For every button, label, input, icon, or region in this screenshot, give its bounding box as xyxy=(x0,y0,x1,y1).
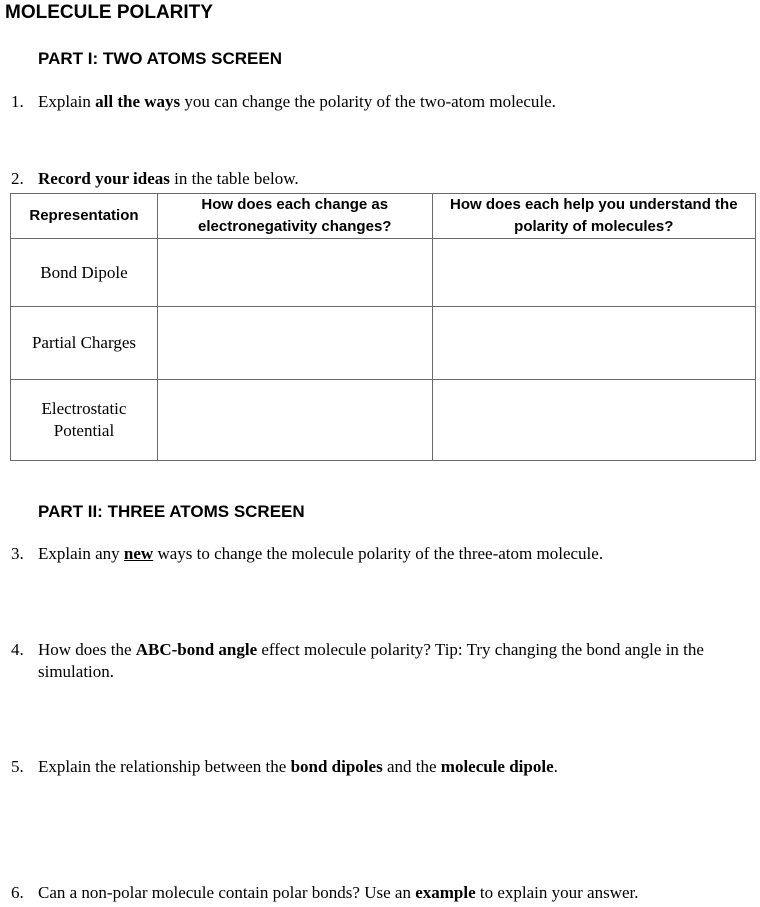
header-electronegativity: How does each change as electronegativity changes? xyxy=(157,194,432,239)
row-label: Bond Dipole xyxy=(11,239,158,307)
question-text: you can change the polarity of the two-atom molecule. xyxy=(180,92,556,111)
table-row xyxy=(11,380,756,461)
question-number: 1. xyxy=(11,92,24,111)
question-text: . xyxy=(553,757,558,776)
question-text: and the xyxy=(382,757,441,776)
question-text: Can a non-polar molecule contain polar bonds? Use an xyxy=(38,883,416,902)
question-text: Explain the relationship between the xyxy=(38,757,291,776)
header-polarity-understanding: How does each help you understand the polarity of molecules? xyxy=(432,194,755,239)
row-label: Electrostatic Potential xyxy=(11,380,158,461)
question-text: How does the xyxy=(38,640,136,659)
question-number: 5. xyxy=(11,757,24,776)
row-label: Partial Charges xyxy=(11,307,158,380)
question-text: ways to change the molecule polarity of the three-atom molecule. xyxy=(153,544,604,563)
question-text: in the table below. xyxy=(169,169,299,188)
question-number: 4. xyxy=(11,640,24,659)
question-5 xyxy=(11,756,746,778)
answer-cell[interactable] xyxy=(432,380,755,461)
question-text: Explain any xyxy=(38,544,124,563)
question-number: 6. xyxy=(11,883,24,902)
question-text: Explain xyxy=(38,92,96,111)
question-2 xyxy=(11,168,746,190)
table-row xyxy=(11,239,756,307)
answer-cell[interactable] xyxy=(432,239,755,307)
answer-cell[interactable] xyxy=(157,380,432,461)
header-representation: Representation xyxy=(11,194,158,239)
question-number: 3. xyxy=(11,544,24,563)
answer-cell[interactable] xyxy=(157,307,432,380)
part-two-heading: PART II: THREE ATOMS SCREEN xyxy=(38,502,305,521)
question-text: effect molecule polarity? Tip: Try changing the bond angle in the simulation. xyxy=(38,640,704,681)
ideas-table xyxy=(10,193,756,461)
question-emphasis: example xyxy=(415,883,476,902)
question-emphasis: molecule dipole xyxy=(440,757,554,776)
question-6 xyxy=(11,882,746,904)
document-title: MOLECULE POLARITY xyxy=(5,2,213,23)
answer-cell[interactable] xyxy=(432,307,755,380)
question-emphasis: all the ways xyxy=(95,92,181,111)
table-row xyxy=(11,307,756,380)
question-emphasis: new xyxy=(123,544,154,563)
question-text: to explain your answer. xyxy=(475,883,639,902)
question-emphasis: bond dipoles xyxy=(290,757,383,776)
question-emphasis: ABC-bond angle xyxy=(135,640,258,659)
question-1 xyxy=(11,91,746,113)
question-4 xyxy=(11,639,746,683)
question-emphasis: Record your ideas xyxy=(38,169,170,188)
question-number: 2. xyxy=(11,169,24,188)
table-header-row xyxy=(11,194,756,239)
question-3 xyxy=(11,543,746,565)
part-one-heading: PART I: TWO ATOMS SCREEN xyxy=(38,49,282,68)
answer-cell[interactable] xyxy=(157,239,432,307)
